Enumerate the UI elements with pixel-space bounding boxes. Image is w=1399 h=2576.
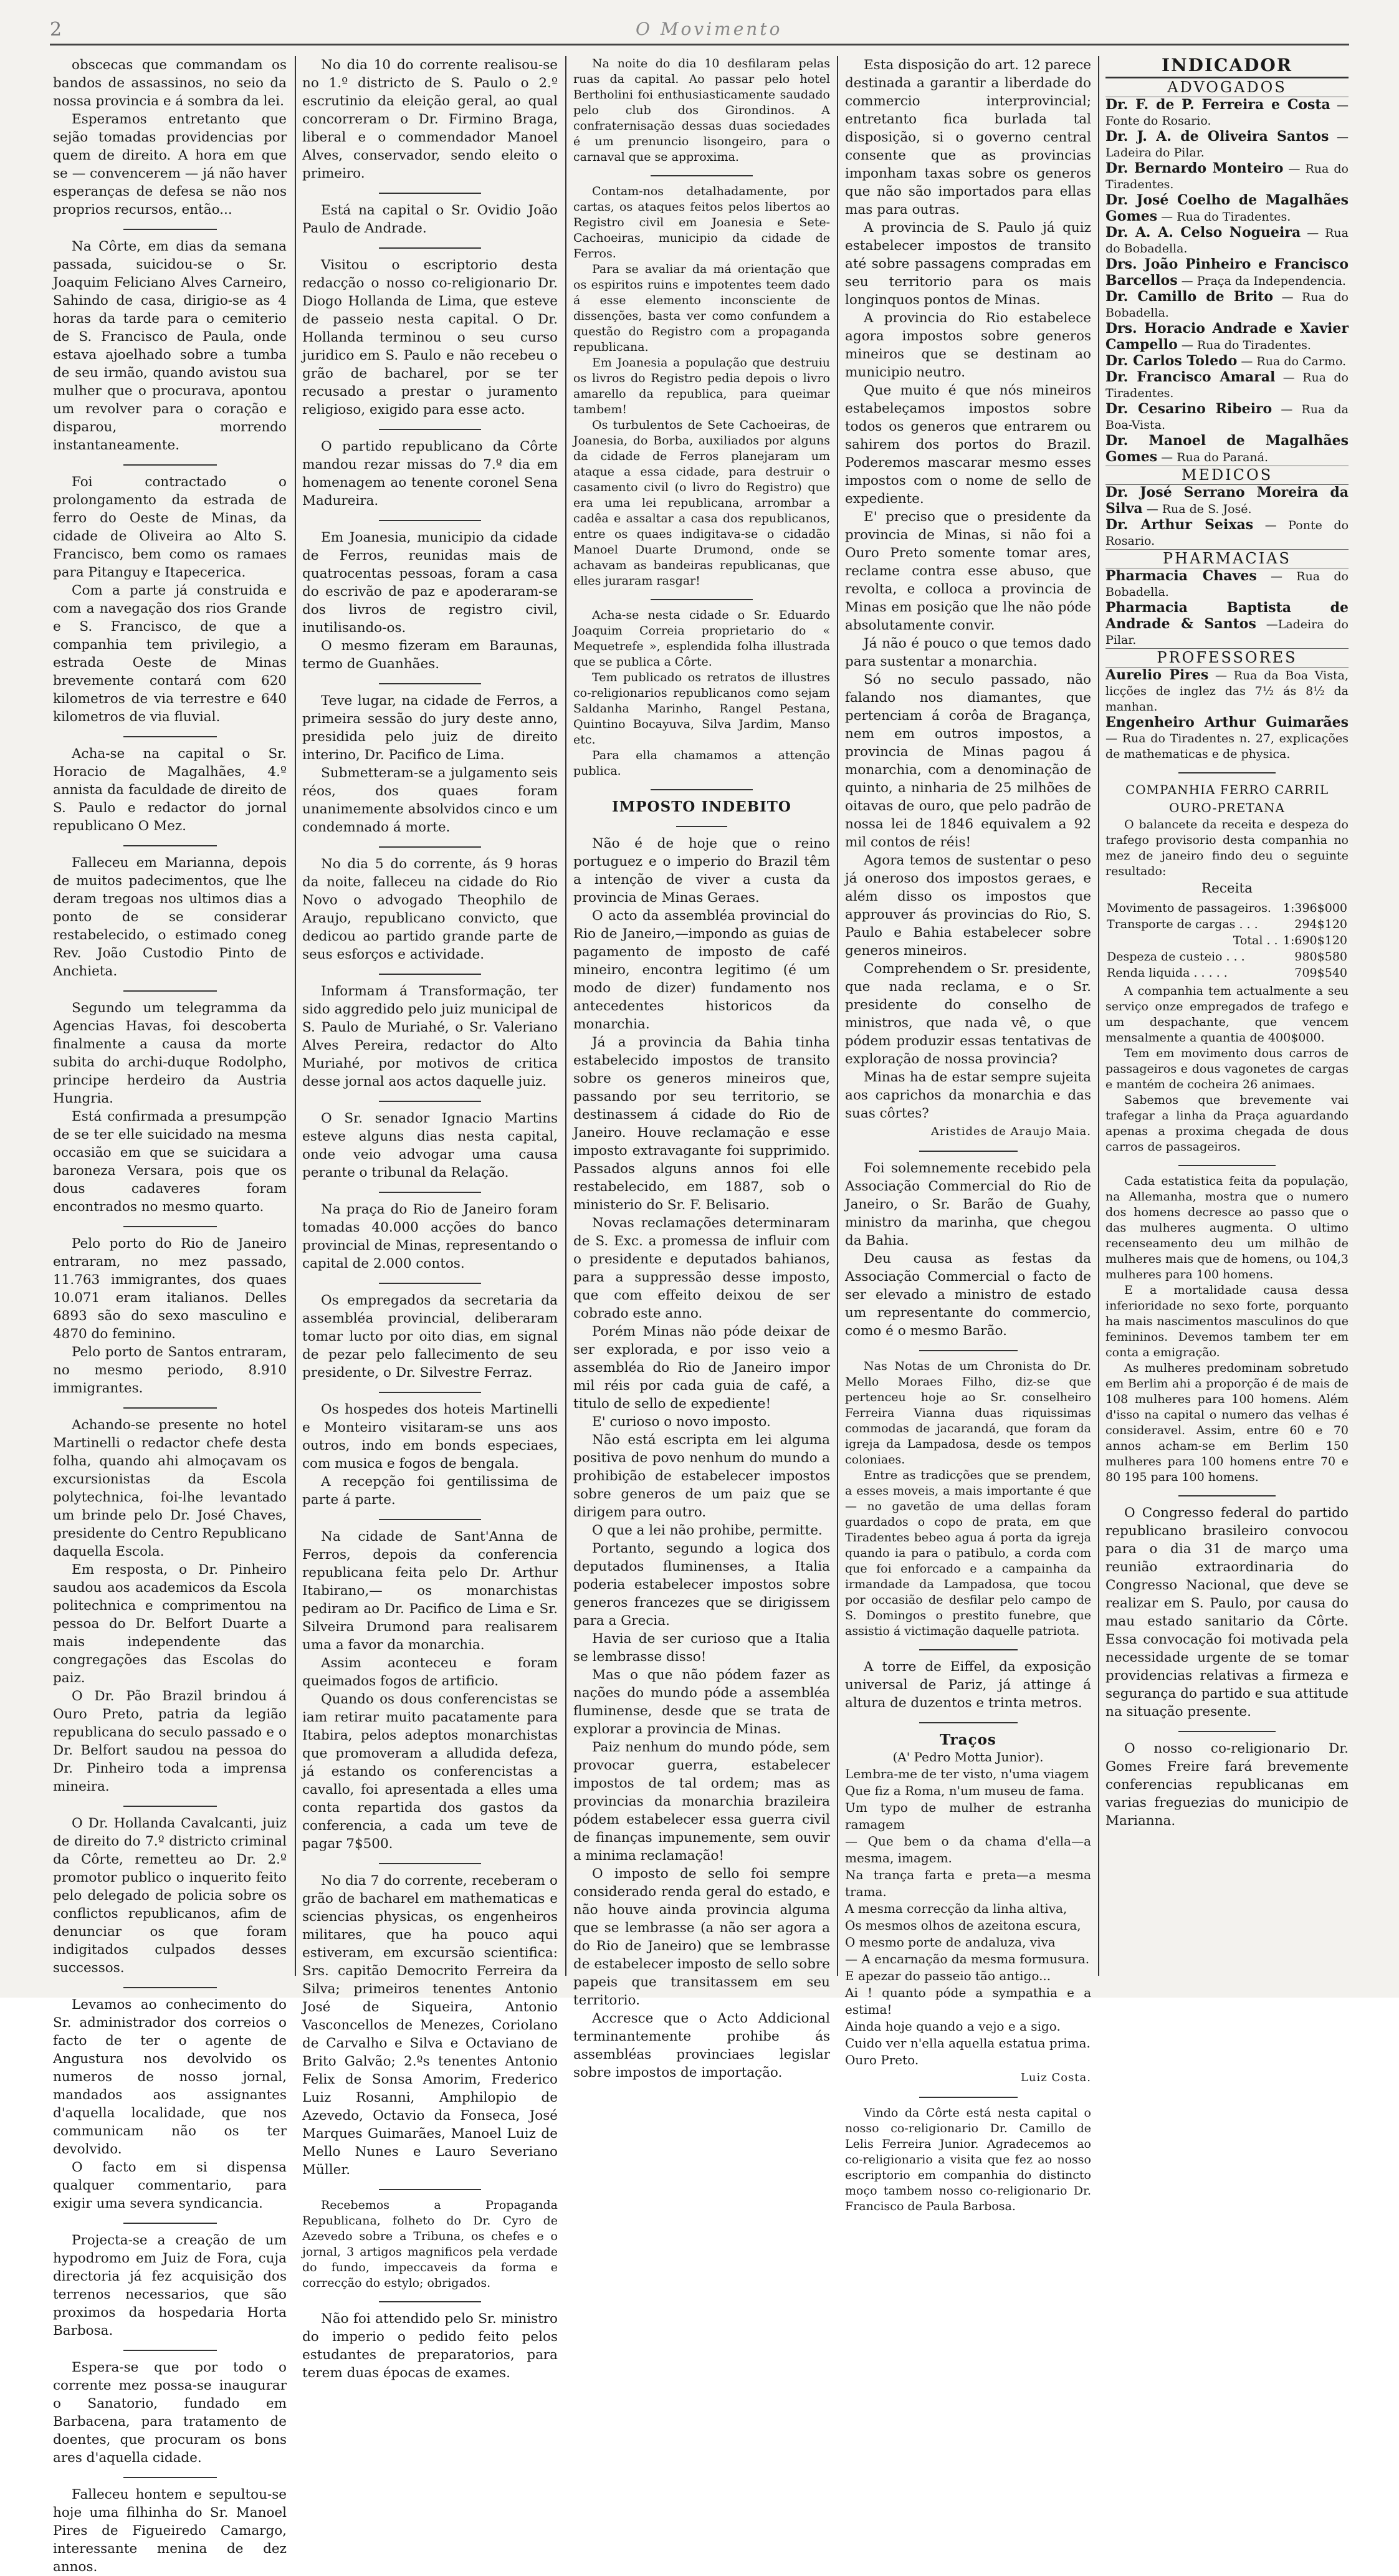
indicador-entry [1105, 257, 1349, 289]
poem-dedication: (A' Pedro Motta Junior). [892, 1750, 1044, 1764]
paragraph: Em Joanesia, municipio da cidade de Ferros, reunidas mais de quatrocentas pessoas, foram a casa do escrivão de paz e apoderaram-se dos livros de registro civil, inutilisando-os. [302, 530, 558, 636]
indicador-entry-name: Pharmacia Baptista de Andrade & Santos [1105, 600, 1349, 632]
column-divider [295, 56, 296, 1976]
indicador-entry [1105, 370, 1349, 401]
indicador-entry-detail: — Rua de S. José. [1146, 502, 1252, 516]
poem-line: Cuido ver n'ella aquella estatua prima. [845, 2036, 1091, 2051]
table-row [1105, 932, 1349, 949]
indicador-entry-detail: — Rua do Bobadella. [1105, 290, 1349, 320]
paragraph: Na cidade de Sant'Anna de Ferros, depois da conferencia republicana feita pelo Dr. Arthur Itabirano,— os monarchistas pediram ao Dr. Pacifico de Lima e Sr. Silveira Drumond para realisarem uma a favor da monarchia. [302, 1529, 558, 1653]
poem-line: Ouro Preto. [845, 2052, 919, 2067]
company-intro: O balancete da receita e despeza do trafego provisorio desta companhia no mez de janeiro findo deu o seguinte resultado: [1105, 818, 1349, 878]
separator [919, 2097, 1018, 2098]
indicador-entry-detail: — Rua da Boa Vista, licções de inglez das 7½ ás 8½ da manhan. [1105, 669, 1349, 714]
article-paragraph: E' curioso o novo imposto. [592, 1414, 771, 1430]
poem-line: Que fiz a Roma, n'um museu de fama. [845, 1783, 1085, 1798]
poem-line: Na trança farta e preta—a mesma trama. [845, 1867, 1091, 1899]
row-label: Despeza de custeio . . . [1107, 950, 1245, 964]
paragraph: Na Côrte, em dias da semana passada, suicidou-se o Sr. Joaquim Feliciano Alves Carneiro, Sahindo de casa, dirigio-se as 4 horas da tarde para o cemiterio de S. Francisco de Paula, onde estava ajoelhado sobre a tumba de seu irmão, quando avistou sua mulher que o procurava, apontou um revolver para o coração e disparou, morrendo instantaneamente. [53, 239, 287, 453]
paragraph: Assim aconteceu e foram queimados fogos de artificio. [302, 1655, 558, 1689]
separator [123, 736, 217, 737]
article-paragraph: Accresce que o Acto Addicional terminantemente prohibe ás assembléas provinciaes legislar sobre impostos de importação. [573, 2011, 830, 2080]
indicador-entry-detail: — Ponte do Rosario. [1105, 519, 1349, 548]
indicador-entry-name: Dr. José Coelho de Magalhães Gomes [1105, 192, 1349, 224]
poem-line: A mesma correcção da linha altiva, [845, 1901, 1067, 1916]
article-signature: Aristides de Araujo Maia. [930, 1125, 1091, 1138]
paragraph: As mulheres predominam sobretudo em Berlim ahi a proporção é de mais de 108 mulheres para 100 homens. Além d'isso na capital o numero das velhas é consideravel. Assim, entre 60 e 70 annos acham-se em Berlim 150 mulheres para 100 homens entre 70 e 80 195 para 100 homens. [1105, 1361, 1349, 1484]
paragraph: E a mortalidade causa dessa inferioridade no sexo forte, porquanto ha mais nascimentos masculinos do que femininos. Devemos tambem ter em conta a emigração. [1105, 1283, 1349, 1359]
poem-title: Traços [940, 1731, 996, 1748]
row-value: 1:396$000 [1282, 901, 1347, 915]
indicador-entry-name: Drs. Horacio Andrade e Xavier Campello [1105, 320, 1349, 353]
poem-line: Os mesmos olhos de azeitona escura, [845, 1918, 1081, 1933]
indicador-entry [1105, 225, 1349, 257]
separator [379, 846, 481, 848]
paragraph: O Sr. senador Ignacio Martins esteve alguns dias nesta capital, onde veio advogar uma causa perante o tribunal da Relação. [302, 1111, 558, 1180]
paragraph: O nosso co-religionario Dr. Gomes Freire fará brevemente conferencias republicanas em varias freguezias do municipio de Marianna. [1105, 1741, 1349, 1829]
indicador-entry-name: Dr. Manoel de Magalhães Gomes [1105, 433, 1349, 465]
masthead-title: O Movimento [636, 19, 783, 39]
paragraph: No dia 10 do corrente realisou-se no 1.º districto de S. Paulo o 2.º escrutinio da eleição geral, ao qual concorreram o Dr. Firmino Braga, liberal e o commendador Manoel Alves, conservador, sendo eleito o primeiro. [302, 57, 558, 181]
article-paragraph: E' preciso que o presidente da provincia de Minas, si não foi a Ouro Preto somente tomar ares, reclame contra esse abuso, que revolta, e colloca a provincia de Minas em posição que lhe não póde absolutamente convir. [845, 509, 1091, 633]
row-label: Movimento de passageiros. [1107, 901, 1271, 915]
separator [1178, 1731, 1276, 1732]
paragraph: Achando-se presente no hotel Martinelli o redactor chefe desta folha, quando ahi almoçavam os excursionistas da Escola polytechnica, foi-lhe levantado um brinde pelo Dr. José Chaves, presidente do Centro Republicano daquella Escola. [53, 1417, 287, 1559]
indicador-entry-detail: — Rua do Bobadella. [1105, 226, 1349, 256]
indicador-entry-detail: —Ladeira do Pilar. [1105, 618, 1349, 647]
separator [379, 1283, 481, 1284]
article-paragraph: Mas o que não pódem fazer as nações do mundo póde a assembléa fluminense, desde que se trata de explorar a provincia de Minas. [573, 1667, 830, 1737]
article-title: IMPOSTO INDEBITO [612, 798, 791, 815]
indicador-section-heading: PHARMACIAS [1105, 549, 1349, 568]
row-value: 709$540 [1294, 966, 1347, 980]
paragraph: Entre as tradicções que se prendem, a esses moveis, a mais importante é que — no gavetão de uma dellas foram guardados o copo de prata, em que Tiradentes bebeo agua á porta da igreja quando ia para o patibulo, a corda com que foi enforcado e a campainha da irmandade da Lampadosa, que tocou por occasião de desfilar pelo campo de S. Domingos o prestito funebre, que assistio á victimação daquelle patriota. [845, 1468, 1091, 1638]
poem-line: — Que bem o da chama d'ella—a mesma, imagem. [845, 1834, 1091, 1865]
indicador-entry [1105, 129, 1349, 161]
separator [123, 2477, 217, 2478]
paragraph: Levamos ao conhecimento do Sr. administrador dos correios o facto de ter o agente de Angustura nos devolvido os numeros de nosso jornal, mandados aos assignantes d'aquella localidade, que nos communicam não os ter devolvido. [53, 1997, 287, 2157]
row-label: Renda liquida . . . . . [1107, 966, 1228, 980]
separator [379, 429, 481, 430]
paragraph: Deu causa as festas da Associação Commercial o facto de ser elevado a ministro de estado um representante do commercio, como é o mesmo Barão. [845, 1251, 1091, 1339]
separator [379, 2189, 481, 2190]
indicador-entry-name: Dr. Cesarino Ribeiro [1105, 401, 1272, 417]
column-3 [573, 56, 830, 2080]
article-paragraph: A provincia de S. Paulo já quiz estabelecer impostos de transito até sobre passagens compradas em seu territorio para os mais longinquos pontos de Minas. [845, 220, 1091, 308]
article-paragraph: Que muito é que nós mineiros estabeleçamos impostos sobre todos os generos que entrarem ou sahirem dos portos do Brazil. Poderemos mascarar mesmo esses impostos com o nome de sello de expediente. [845, 383, 1091, 507]
indicador-entry [1105, 353, 1349, 370]
paragraph: Pelo porto do Rio de Janeiro entraram, no mez passado, 11.763 immigrantes, dos quaes 10.071 eram italianos. Delles 6893 são do sexo masculino e 4870 do feminino. [53, 1236, 287, 1342]
paragraph: O Congresso federal do partido republicano brasileiro convocou para o dia 31 de março uma reunião extraordinaria do Congresso Nacional, que deve se realizar em S. Paulo, por causa do mau estado sanitario da Côrte. Essa convocação foi motivada pela necessidade urgente de se tomar providencias relativas a firmeza e segurança do partido e sua attitude na situação presente. [1105, 1505, 1349, 1720]
separator [379, 2301, 481, 2302]
page-number: 2 [50, 19, 62, 41]
paragraph: A recepção foi gentilissima de parte á parte. [302, 1474, 558, 1508]
page-header [0, 19, 1399, 41]
paragraph: Em Joanesia a população que destruiu os livros do Registro pedia depois o livro amarello da republica, para queimar tambem! [573, 356, 830, 416]
column-2 [302, 56, 558, 2381]
separator [1178, 1495, 1276, 1496]
table-row [1105, 949, 1349, 965]
paragraph: O facto em si dispensa qualquer commentario, para exigir uma severa syndicancia. [53, 2160, 287, 2211]
paragraph: Pelo porto de Santos entraram, no mesmo periodo, 8.910 immigrantes. [53, 1344, 287, 1396]
paragraph: Tem em movimento dous carros de passageiros e dous vagonetes de cargas e mantém de cocheira 26 animaes. [1105, 1046, 1349, 1091]
separator [379, 974, 481, 975]
company-title: COMPANHIA FERRO CARRIL OURO-PRETANA [1125, 782, 1329, 815]
paragraph: Com a parte já construida e com a navegação dos rios Grande e S. Francisco, de que a companhia tem privilegio, a estrada Oeste de Minas brevemente contará com 620 kilometros de via terrestre e 640 kilometros de via fluvial. [53, 583, 287, 725]
indicador-entry-name: Engenheiro Arthur Guimarães [1105, 714, 1349, 730]
separator [651, 599, 753, 600]
indicador-entry [1105, 161, 1349, 193]
poem-line: Lembra-me de ter visto, n'uma viagem [845, 1766, 1089, 1781]
paragraph: O Dr. Pão Brazil brindou á Ouro Preto, patria da legião republicana do seculo passado e o Dr. Belfort saudou na pessoa do Dr. Pinheiro toda a imprensa mineira. [53, 1688, 287, 1794]
poem-line: E apezar do passeio tão antigo... [845, 1968, 1051, 1983]
paragraph: A companhia tem actualmente a seu serviço onze empregados de trafego e um despachante, que vencem mensalmente a quantia de 400$000. [1105, 984, 1349, 1045]
indicador-section-heading: ADVOGADOS [1105, 78, 1349, 97]
paragraph: Acha-se na capital o Sr. Horacio de Magalhães, 4.º annista da faculdade de direito de S. Paulo e redactor do jornal republicano O Mez. [53, 746, 287, 834]
indicador-entry-detail: — Rua do Tiradentes. [1181, 338, 1311, 352]
paragraph: O Dr. Hollanda Cavalcanti, juiz de direito do 7.º districto criminal da Côrte, remetteu ao Dr. 2.º promotor publico o inquerito feito pelo delegado de policia sobre os conflictos republicanos, afim de denunciar os que foram indigitados culpados desses successos. [53, 1816, 287, 1976]
paragraph: Está confirmada a presumpção de se ter elle suicidado na mesma occasião em que se suicidara a baroneza Versara, pois que os dous cadaveres foram encontrados no mesmo quarto. [53, 1109, 287, 1215]
paragraph: Cada estatistica feita da população, na Allemanha, mostra que o numero dos homens decresce ao passo que o das mulheres augmenta. O ultimo recenseamento deu um milhão de mulheres mais que de homens, ou 104,3 mulheres para 100 homens. [1105, 1174, 1349, 1281]
indicador-title: INDICADOR [1105, 56, 1349, 78]
indicador-entry [1105, 321, 1349, 353]
paragraph: Está na capital o Sr. Ovidio João Paulo de Andrade. [302, 203, 558, 236]
indicador-entry [1105, 517, 1349, 549]
indicador-entry-name: Dr. Camillo de Brito [1105, 289, 1274, 305]
table-row [1105, 965, 1349, 981]
separator [123, 1226, 217, 1227]
separator [123, 1407, 217, 1409]
separator [123, 464, 217, 466]
indicador-entry-name: Dr. Bernardo Monteiro [1105, 160, 1284, 176]
separator [123, 1806, 217, 1807]
poem-line: Um typo de mulher de estranha ramagem [845, 1800, 1091, 1832]
article-paragraph: Esta disposição do art. 12 parece destinada a garantir a liberdade do commercio interprovincial; entretanto fica burlada tal disposição, si o governo central consente que as provincias imponham taxas sobre os generos que não são importados para ellas mas para outras. [845, 57, 1091, 218]
column-4 [845, 56, 1091, 2213]
indicador-entry-detail: — Rua do Tiradentes. [1161, 210, 1291, 224]
paragraph: obscecas que commandam os bandos de assassinos, no seio da nossa provincia e á sombra da lei. [53, 57, 287, 109]
article-paragraph: O acto da assembléa provincial do Rio de Janeiro,—impondo as guias de pagamento de imposto de café mineiro, encontra legitimo (é um modo de dizer) fundamento nos antecedentes historicos da monarchia. [573, 908, 830, 1032]
paragraph: Sabemos que brevemente vai trafegar a linha da Praça aguardando apenas a proxima chegada de dous carros de passageiros. [1105, 1093, 1349, 1154]
indicador-entry-name: Dr. J. A. de Oliveira Santos [1105, 128, 1329, 145]
poem-line: — A encarnação da mesma formusura. [845, 1951, 1090, 1966]
indicador-entry [1105, 568, 1349, 600]
paragraph: Os empregados da secretaria da assembléa provincial, deliberaram tomar lucto por oito dias, em signal de pezar pelo fallecimento de seu presidente, o Dr. Silvestre Ferraz. [302, 1293, 558, 1381]
article-paragraph: A provincia do Rio estabelece agora impostos sobre generos mineiros que se destinam ao municipio neutro. [845, 310, 1091, 380]
indicador-entry-name: Dr. F. de P. Ferreira e Costa [1105, 97, 1330, 113]
indicador-entry [1105, 289, 1349, 321]
indicador-entry [1105, 97, 1349, 129]
paragraph: Falleceu em Marianna, depois de muitos padecimentos, que lhe deram tregoas nos ultimos dias a ponto de se considerar restabelecido, o estimado coneg Rev. João Custodio Pinto de Anchieta. [53, 855, 287, 979]
indicador-entry [1105, 401, 1349, 433]
separator [123, 2350, 217, 2351]
table-row [1105, 916, 1349, 932]
separator [379, 193, 481, 194]
paragraph: O partido republicano da Côrte mandou rezar missas do 7.º dia em homenagem ao tenente coronel Sena Madureira. [302, 439, 558, 509]
paragraph: Informam á Transformação, ter sido aggredido pelo juiz municipal de S. Paulo de Muriahé, o Sr. Valeriano Alves Pereira, redactor do Alto Muriahé, por motivos de critica desse jornal aos actos daquelle juiz. [302, 984, 558, 1089]
paragraph: Espera-se que por todo o corrente mez possa-se inaugurar o Sanatorio, fundado em Barbacena, para tratamento de doentes, que procuram os bons ares d'aquella cidade. [53, 2360, 287, 2466]
article-paragraph: Paiz nenhum do mundo póde, sem provocar guerra, estabelecer impostos de tal ordem; mas as provincias da monarchia brazileira pódem estabelecer essa guerra civil de finanças impunemente, sem ouvir a minima reclamação! [573, 1740, 830, 1864]
paragraph: Vindo da Côrte está nesta capital o nosso co-religionario Dr. Camillo de Lelis Ferreira Junior. Agradecemos ao co-religionario a visita que fez ao nosso escriptorio em companhia do distincto moço tambem nosso co-religionario Dr. Francisco de Paula Barbosa. [845, 2106, 1091, 2213]
paragraph: Segundo um telegramma da Agencias Havas, foi descoberta finalmente a causa da morte subita do archi-duque Rodolpho, principe herdeiro da Austria Hungria. [53, 1000, 287, 1106]
paragraph: Projecta-se a creação de um hypodromo em Juiz de Fora, cuja directoria já fez acquisição dos terrenos necessarios, que são proximos da hospedaria Horta Barbosa. [53, 2233, 287, 2339]
row-value: 1:690$120 [1282, 934, 1347, 947]
indicador-section-heading: PROFESSORES [1105, 648, 1349, 668]
indicador-entry-detail: — Rua do Carmo. [1241, 355, 1347, 368]
paragraph: Os hospedes dos hoteis Martinelli e Monteiro visitaram-se uns aos outros, indo em bonds especiaes, com musica e fogos de bengala. [302, 1402, 558, 1472]
separator [123, 229, 217, 230]
paragraph: Esperamos entretanto que sejão tomadas providencias por quem de direito. A hora em que se — convencerem — já não haver esperanças de defesa se não nos proprios recursos, então... [53, 112, 287, 218]
article-paragraph: Minas ha de estar sempre sujeita aos caprichos da monarchia e das suas côrtes? [845, 1070, 1091, 1121]
indicador-entry [1105, 668, 1349, 715]
paragraph: Na praça do Rio de Janeiro foram tomadas 40.000 acções do banco provincial de Minas, representando o capital de 2.000 contos. [302, 1202, 558, 1271]
separator [123, 845, 217, 846]
poem-signature: Luiz Costa. [1020, 2071, 1091, 2084]
separator [379, 1101, 481, 1102]
indicador-entry-name: Dr. A. A. Celso Nogueira [1105, 224, 1301, 241]
paragraph: Em resposta, o Dr. Pinheiro saudou aos academicos da Escola politechnica e comprimentou na pessoa do Dr. Belfort Duarte a mais independente das congregações das Escolas do paiz. [53, 1562, 287, 1686]
article-paragraph: Novas reclamações determinaram de S. Exc. a promessa de influir com o presidente e deputados bahianos, para a suppressão desse imposto, que com effeito deixou de ser cobrado este anno. [573, 1215, 830, 1321]
paragraph: Foi contractado o prolongamento da estrada de ferro do Oeste de Minas, da cidade de Oliveira ao Alto S. Francisco, bem como os ramaes para Pitanguy e Itapecerica. [53, 474, 287, 580]
indicador-entry [1105, 433, 1349, 466]
indicador-entry [1105, 485, 1349, 517]
indicador-entry [1105, 715, 1349, 762]
poem-line: Ai ! quanto póde a sympathia e a estima! [845, 1985, 1091, 2017]
paragraph: Quando os dous conferencistas se iam retirar muito pacatamente para Itabira, pelos adeptos monarchistas que promoveram a alludida defeza, já estando os conferencistas a cavallo, foi apresentada a elles uma conta repartida dos gastos da conferencia, a cada um teve de pagar 7$500. [302, 1692, 558, 1852]
paragraph: No dia 7 do corrente, receberam o grão de bacharel em mathematicas e sciencias physicas, os engenheiros militares, que ha pouco aqui estiveram, em excursão scientifica: Srs. capitão Democrito Ferreira da Silva; primeiros tenentes Antonio José de Siqueira, Antonio Vasconcellos de Menezes, Coriolano de Carvalho e Silva e Octaviano de Brito Galvão; 2.ºs tenentes Antonio Felix de Sonsa Amorim, Frederico Luiz Rosanni, Amphilopio de Azevedo, Octavio da Fonseca, José Marques Guimarães, Manoel Luiz de Mello Nunes e Lauro Severiano Müller. [302, 1873, 558, 2178]
paragraph: Os turbulentos de Sete Cachoeiras, de Joanesia, do Borba, auxiliados por alguns da cidade de Ferros planejaram um ataque a essa cidade, para destruir o casamento civil (o livro do Registro) que era uma lei republicana, arrombar a cadêa e assaltar a casa dos republicanos, entre os quaes indigitava-se o cidadão Manoel Duarte Drumond, onde se achavam as bandeiras republicanas, que elles juraram rasgar! [573, 418, 830, 588]
article-paragraph: Não é de hoje que o reino portuguez e o imperio do Brazil têm a intenção de viver a custa da provincia de Minas Geraes. [573, 836, 830, 906]
column-1 [53, 56, 287, 2575]
separator [651, 175, 753, 176]
column-5-indicador [1105, 56, 1349, 1976]
company-balance-table [1105, 900, 1349, 981]
separator [1178, 1165, 1276, 1166]
indicador-list [1105, 78, 1349, 762]
separator [123, 990, 217, 992]
company-receita-label: Receita [1201, 881, 1253, 896]
paragraph: No dia 5 do corrente, ás 9 horas da noite, falleceu na cidade do Rio Novo o advogado Theophilo de Araujo, republicano convicto, que dedicou ao partido grande parte de seus esforços e actividade. [302, 856, 558, 962]
separator [379, 1392, 481, 1393]
column-divider [837, 56, 838, 1976]
indicador-entry-detail: — Praça da Independencia. [1181, 274, 1346, 288]
article-paragraph: Já a provincia da Bahia tinha estabelecido impostos de transito sobre os generos mineiros que, passando por seu territorio, se destinassem á cidade do Rio de Janeiro. Houve reclamação e esse imposto extravagante foi supprimido. Passados alguns annos foi elle restabelecido, em 1887, sob o ministerio do Sr. F. Belisario. [573, 1035, 830, 1213]
article-paragraph: O que a lei não prohibe, permitte. [592, 1523, 823, 1538]
article-paragraph: Portanto, segundo a logica dos deputados fluminenses, a Italia poderia estabelecer impostos sobre generos francezes que se dirigissem para a Grecia. [573, 1541, 830, 1629]
indicador-entry-detail: — Rua do Tiradentes. [1105, 162, 1349, 191]
table-row [1105, 900, 1349, 916]
indicador-entry-detail: — Rua do Bobadella. [1105, 570, 1349, 599]
indicador-entry-name: Aurelio Pires [1105, 667, 1209, 683]
paragraph: Nas Notas de um Chronista do Dr. Mello Moraes Filho, diz-se que pertenceu hoje ao Sr. conselheiro Ferreira Vianna duas riquissimas commodas de jacarandá, que foram da igreja da Lampadosa, desde os tempos coloniaes. [845, 1359, 1091, 1467]
indicador-entry-detail: — Rua do Paraná. [1161, 451, 1269, 464]
paragraph: Visitou o escriptorio desta redacção o nosso co-religionario Dr. Diogo Hollanda de Lima, que esteve de passeio nesta capital. O Dr. Hollanda terminou o seu curso juridico em S. Paulo e não recebeu o grão de bacharel, por se ter recusado a prestar o juramento religioso, exigido para esse acto. [302, 257, 558, 418]
indicador-entry-name: Dr. Arthur Seixas [1105, 517, 1254, 533]
poem-line: Ainda hoje quando a vejo e a sigo. [845, 2019, 1061, 2034]
separator [123, 1987, 217, 1988]
indicador-entry-name: Dr. José Serrano Moreira da Silva [1105, 484, 1349, 517]
separator [379, 247, 481, 249]
paragraph: Na noite do dia 10 desfilaram pelas ruas da capital. Ao passar pelo hotel Bertholini foi enthusiasticamente saudado pelo club dos Girondinos. A confraternisação dessas duas sociedades é um prenuncio lisongeiro, para o carnaval que se approxima. [573, 57, 830, 164]
separator [651, 789, 753, 790]
paragraph: Submetteram-se a julgamento seis réos, dos quaes foram unanimemente absolvidos cinco e um condemnado á morte. [302, 765, 558, 835]
indicador-section-heading: MEDICOS [1105, 466, 1349, 485]
paragraph: Falleceu hontem e sepultou-se hoje uma filhinha do Sr. Manoel Pires de Figueiredo Camargo, interessante menina de dez annos. [53, 2487, 287, 2575]
separator [919, 1151, 1018, 1152]
paragraph: Teve lugar, na cidade de Ferros, a primeira sessão do jury deste anno, presidida pelo juiz de direito interino, Dr. Pacifico de Lima. [302, 693, 558, 763]
row-value: 294$120 [1294, 917, 1347, 931]
separator [919, 1722, 1018, 1723]
article-paragraph: Não está escripta em lei alguma positiva de povo nenhum do mundo a prohibição de estabelecer impostos sobre generos de um paiz que se dirigem para outro. [573, 1432, 830, 1520]
separator [379, 1192, 481, 1193]
article-paragraph: Porém Minas não póde deixar de ser explorada, e por isso veio a assembléa do Rio de Janeiro impor mil réis por cada guia de café, a titulo de sello de expediente! [573, 1324, 830, 1412]
indicador-entry-name: Drs. João Pinheiro e Francisco Barcellos [1105, 256, 1349, 289]
column-divider [1098, 56, 1099, 1976]
paragraph: O mesmo fizeram em Baraunas, termo de Guanhães. [302, 638, 558, 672]
separator [919, 1350, 1018, 1351]
paragraph: Acha-se nesta cidade o Sr. Eduardo Joaquim Correia proprietario do « Mequetrefe », esplendida folha illustrada que se publica a Côrte. [573, 608, 830, 669]
indicador-entry [1105, 600, 1349, 648]
separator [379, 683, 481, 684]
article-paragraph: O imposto de sello foi sempre considerado renda geral do estado, e não houve ainda provincia alguma que se lembrasse (a não ser agora a do Rio de Janeiro) que se lembrasse de estabelecer imposto de sello sobre papeis que transitassem em seu territorio. [573, 1866, 830, 2008]
paragraph: Foi solemnemente recebido pela Associação Commercial do Rio de Janeiro, o Sr. Barão de Guahy, ministro da marinha, que chegou da Bahia. [845, 1161, 1091, 1248]
paragraph: Para se avaliar da má orientação que os espiritos ruins e impotentes teem dado á esse elemento inconsciente de dissenções, basta ver como confundem a questão do Registro com a propaganda republicana. [573, 262, 830, 354]
paragraph: Recebemos a Propaganda Republicana, folheto do Dr. Cyro de Azevedo sobre a Tribuna, os chefes e o jornal, 3 artigos magnificos pela verdade do fundo, impeccaveis da forma e correcção do estylo; obrigados. [302, 2198, 558, 2290]
separator [123, 2223, 217, 2224]
paragraph: Para ella chamamos a attenção publica. [573, 749, 830, 778]
separator [379, 1519, 481, 1520]
article-paragraph: Comprehendem o Sr. presidente, que nada reclama, e o Sr. presidente do conselho de ministros, que nada vê, o que pódem produzir essas tentativas de exploração de nossa provincia? [845, 961, 1091, 1067]
paragraph: A torre de Eiffel, da exposição universal de Pariz, já attinge á altura de duzentos e trinta metros. [845, 1659, 1091, 1711]
poem-line: O mesmo porte de andaluza, viva [845, 1935, 1056, 1950]
row-value: 980$580 [1294, 950, 1347, 964]
column-divider [565, 56, 566, 1976]
article-paragraph: Só no seculo passado, não falando nos diamantes, que pertenciam á corôa de Bragança, nem em outros impostos, a provincia de Minas pagou á monarchia, com a denominação de quinto, a ninharia de 25 milhões de oitavas de ouro, que pelo padrão de nossa lei de 1846 equivalem a 92 mil contos de réis! [845, 672, 1091, 850]
indicador-entry-detail: — Rua do Tiradentes. [1105, 371, 1349, 400]
indicador-entry-name: Dr. Francisco Amaral [1105, 369, 1276, 385]
paragraph: Não foi attendido pelo Sr. ministro do imperio o pedido feito pelos estudantes de preparatorios, para terem duas épocas de exames. [302, 2311, 558, 2381]
indicador-entry-detail: — Ladeira do Pilar. [1105, 130, 1349, 160]
separator [379, 520, 481, 521]
indicador-entry [1105, 193, 1349, 225]
paragraph: Contam-nos detalhadamente, por cartas, os ataques feitos pelos libertos ao Registro civil em Joanesia e Sete-Cachoeiras, municipio da cidade de Ferros. [573, 184, 830, 261]
indicador-entry-detail: — Fonte do Rosario. [1105, 98, 1349, 128]
row-label: Transporte de cargas . . . [1107, 917, 1258, 931]
article-paragraph: Já não é pouco o que temos dado para sustentar a monarchia. [845, 636, 1091, 669]
separator [1178, 772, 1276, 773]
separator [379, 1863, 481, 1864]
indicador-entry-name: Dr. Carlos Toledo [1105, 353, 1238, 369]
separator [676, 826, 727, 827]
row-label: Total . . [1233, 934, 1278, 947]
header-rule [50, 44, 1349, 45]
article-paragraph: Agora temos de sustentar o peso já oneroso dos impostos geraes, e além disso os impostos que approuver ás provincias do Rio, S. Paulo e Bahia estabelecer sobre generos mineiros. [845, 853, 1091, 959]
separator [919, 1649, 1018, 1650]
indicador-entry-detail: — Rua do Tiradentes n. 27, explicações de mathematicas e de physica. [1105, 732, 1349, 761]
article-paragraph: Havia de ser curioso que a Italia se lembrasse disso! [573, 1631, 830, 1665]
indicador-entry-name: Pharmacia Chaves [1105, 568, 1257, 584]
indicador-entry-detail: — Rua da Boa-Vista. [1105, 403, 1349, 432]
paragraph: Tem publicado os retratos de illustres co-religionarios republicanos como sejam Saldanha Marinho, Rangel Pestana, Quintino Bocayuva, Silva Jardim, Manso etc. [573, 671, 830, 747]
